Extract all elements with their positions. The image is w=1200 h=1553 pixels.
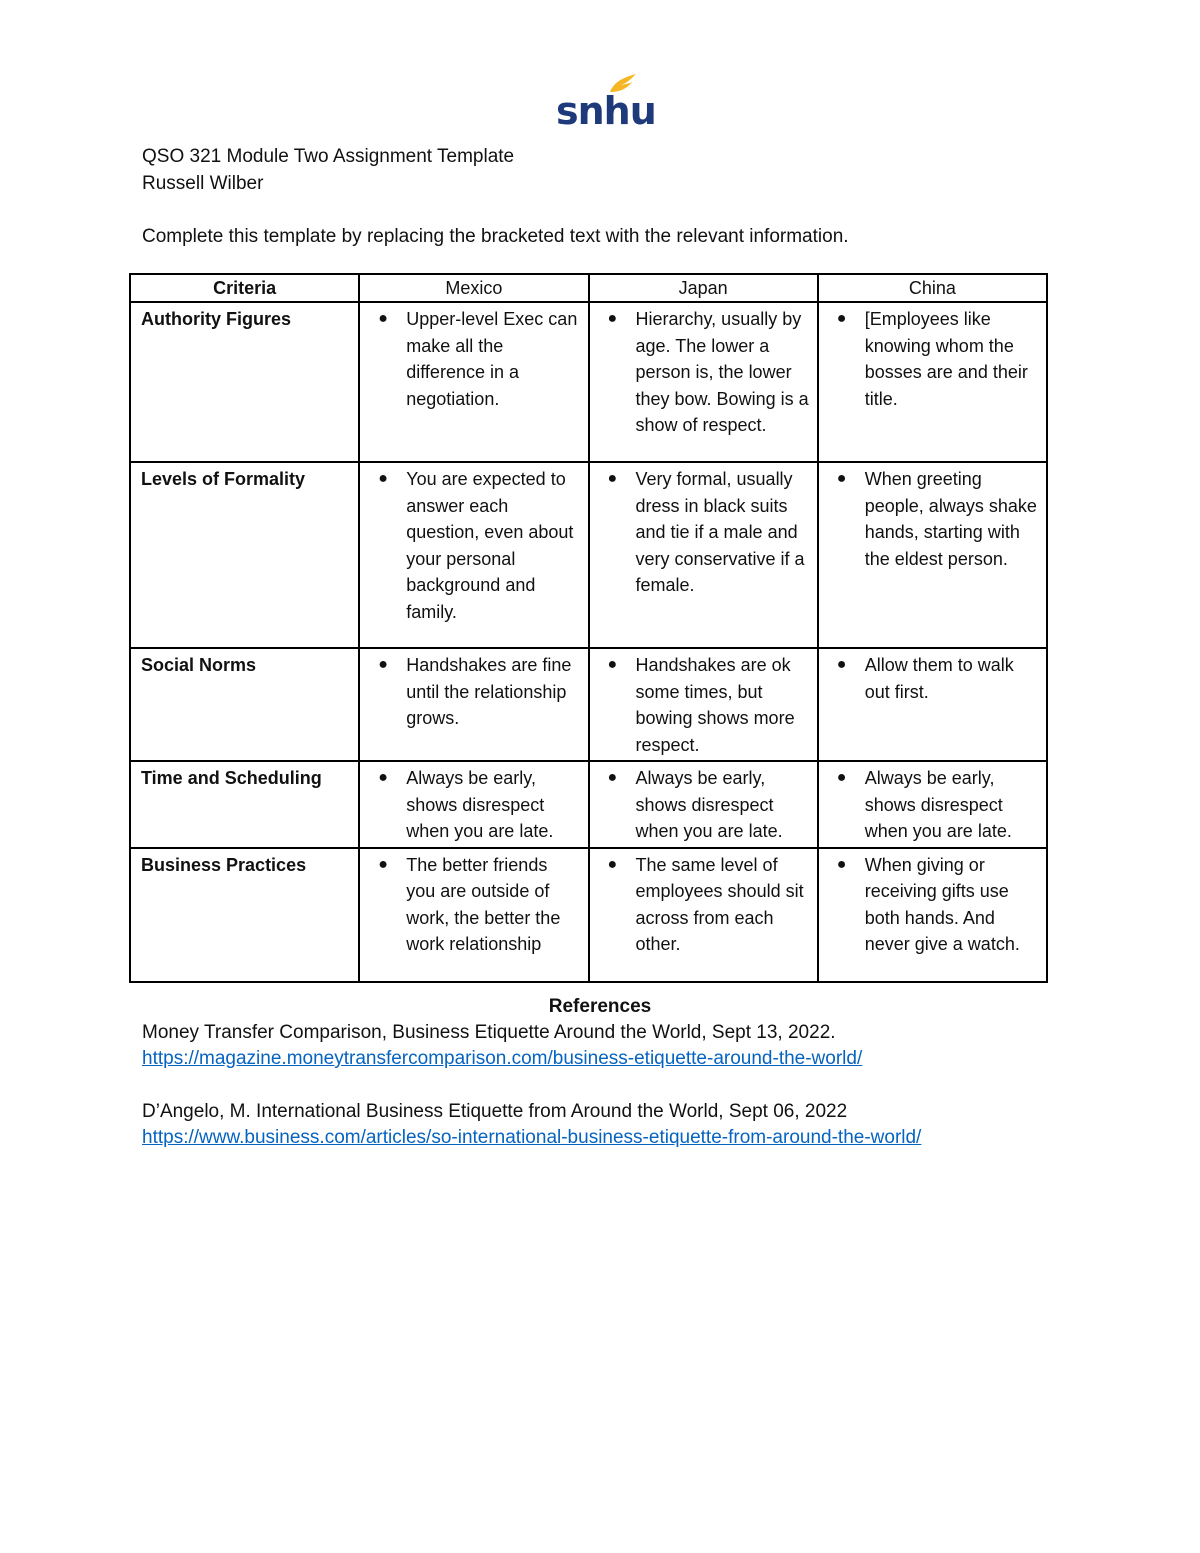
cell-text: When greeting people, always shake hands, starting with the eldest person.	[864, 469, 1037, 569]
reference-link[interactable]: https://magazine.moneytransfercomparison.com/business-etiquette-around-the-world/	[142, 1048, 863, 1069]
cell-text: You are expected to answer each question, even about your personal background and family.	[406, 469, 574, 622]
bullet-icon: ●	[607, 656, 618, 673]
bullet-icon: ●	[607, 470, 618, 487]
table-row	[130, 761, 1047, 848]
cell-text: Always be early, shows disrespect when you are late.	[635, 768, 783, 841]
document-title: QSO 321 Module Two Assignment Template	[142, 146, 515, 167]
japan-cell	[589, 761, 818, 848]
japan-cell	[589, 462, 818, 648]
header-criteria: Criteria	[130, 274, 359, 302]
bullet-icon: ●	[607, 769, 618, 786]
bullet-icon: ●	[607, 310, 618, 327]
table-row	[130, 648, 1047, 761]
cell-text: Always be early, shows disrespect when you are late.	[864, 768, 1012, 841]
mexico-cell	[359, 462, 588, 648]
header-mexico: Mexico	[359, 274, 588, 302]
cell-text: Always be early, shows disrespect when you are late.	[406, 768, 554, 841]
cell-text: When giving or receiving gifts use both hands. And never give a watch.	[864, 854, 1020, 954]
cell-text: The better friends you are outside of work, the better the work relationship	[406, 854, 561, 954]
bullet-icon: ●	[836, 310, 847, 327]
bullet-icon: ●	[378, 769, 388, 786]
cell-text: Very formal, usually dress in black suits and tie if a male and very conservative if a female.	[635, 469, 805, 595]
bullet-icon: ●	[836, 656, 847, 673]
cell-text: Hierarchy, usually by age. The lower a person is, the lower they bow. Bowing is a show of respect.	[635, 309, 809, 435]
criteria-cell: Time and Scheduling	[130, 761, 359, 848]
cell-text: Upper-level Exec can make all the difference in a negotiation.	[406, 309, 578, 409]
mexico-cell	[359, 302, 588, 462]
criteria-cell: Levels of Formality	[130, 462, 359, 648]
bullet-icon: ●	[836, 855, 847, 873]
japan-cell	[589, 648, 818, 761]
cell-text: [Employees like knowing whom the bosses are and their title.	[864, 309, 1028, 409]
mexico-cell	[359, 761, 588, 848]
instructions-text: Complete this template by replacing the bracketed text with the relevant information.	[142, 226, 849, 247]
bullet-icon: ●	[378, 310, 388, 327]
snhu-logo	[556, 72, 656, 134]
china-cell	[818, 462, 1047, 648]
cell-text: Allow them to walk out first.	[864, 655, 1014, 702]
reference-link-row	[142, 1127, 921, 1149]
reference-citation: D’Angelo, M. International Business Etiquette from Around the World, Sept 06, 2022	[142, 1101, 848, 1122]
china-cell	[818, 302, 1047, 462]
criteria-cell: Social Norms	[130, 648, 359, 761]
author-name: Russell Wilber	[142, 173, 264, 194]
china-cell	[818, 761, 1047, 848]
reference-link[interactable]: https://www.business.com/articles/so-international-business-etiquette-from-around-the-world/	[142, 1127, 922, 1148]
etiquette-table	[129, 273, 1048, 983]
china-cell	[818, 848, 1047, 982]
reference-link-row	[142, 1048, 862, 1070]
japan-cell	[589, 302, 818, 462]
references-heading: References	[548, 996, 652, 1017]
cell-text: The same level of employees should sit across from each other.	[635, 854, 804, 954]
bullet-icon: ●	[378, 656, 388, 673]
table-row	[130, 302, 1047, 462]
table-row	[130, 848, 1047, 982]
bullet-icon: ●	[378, 470, 388, 487]
bullet-icon: ●	[607, 855, 618, 873]
table-row	[130, 462, 1047, 648]
reference-citation: Money Transfer Comparison, Business Etiquette Around the World, Sept 13, 2022.	[142, 1022, 836, 1043]
mexico-cell	[359, 848, 588, 982]
cell-text: Handshakes are fine until the relationship grows.	[406, 655, 572, 728]
table-header-row	[130, 274, 1047, 302]
bullet-icon: ●	[836, 470, 847, 487]
criteria-cell: Authority Figures	[130, 302, 359, 462]
criteria-cell: Business Practices	[130, 848, 359, 982]
logo-text: snhu	[556, 89, 656, 133]
cell-text: Handshakes are ok some times, but bowing shows more respect.	[635, 655, 795, 755]
bullet-icon: ●	[836, 769, 847, 786]
china-cell	[818, 648, 1047, 761]
bullet-icon: ●	[378, 855, 388, 873]
header-china: China	[818, 274, 1047, 302]
header-japan: Japan	[589, 274, 818, 302]
japan-cell	[589, 848, 818, 982]
mexico-cell	[359, 648, 588, 761]
